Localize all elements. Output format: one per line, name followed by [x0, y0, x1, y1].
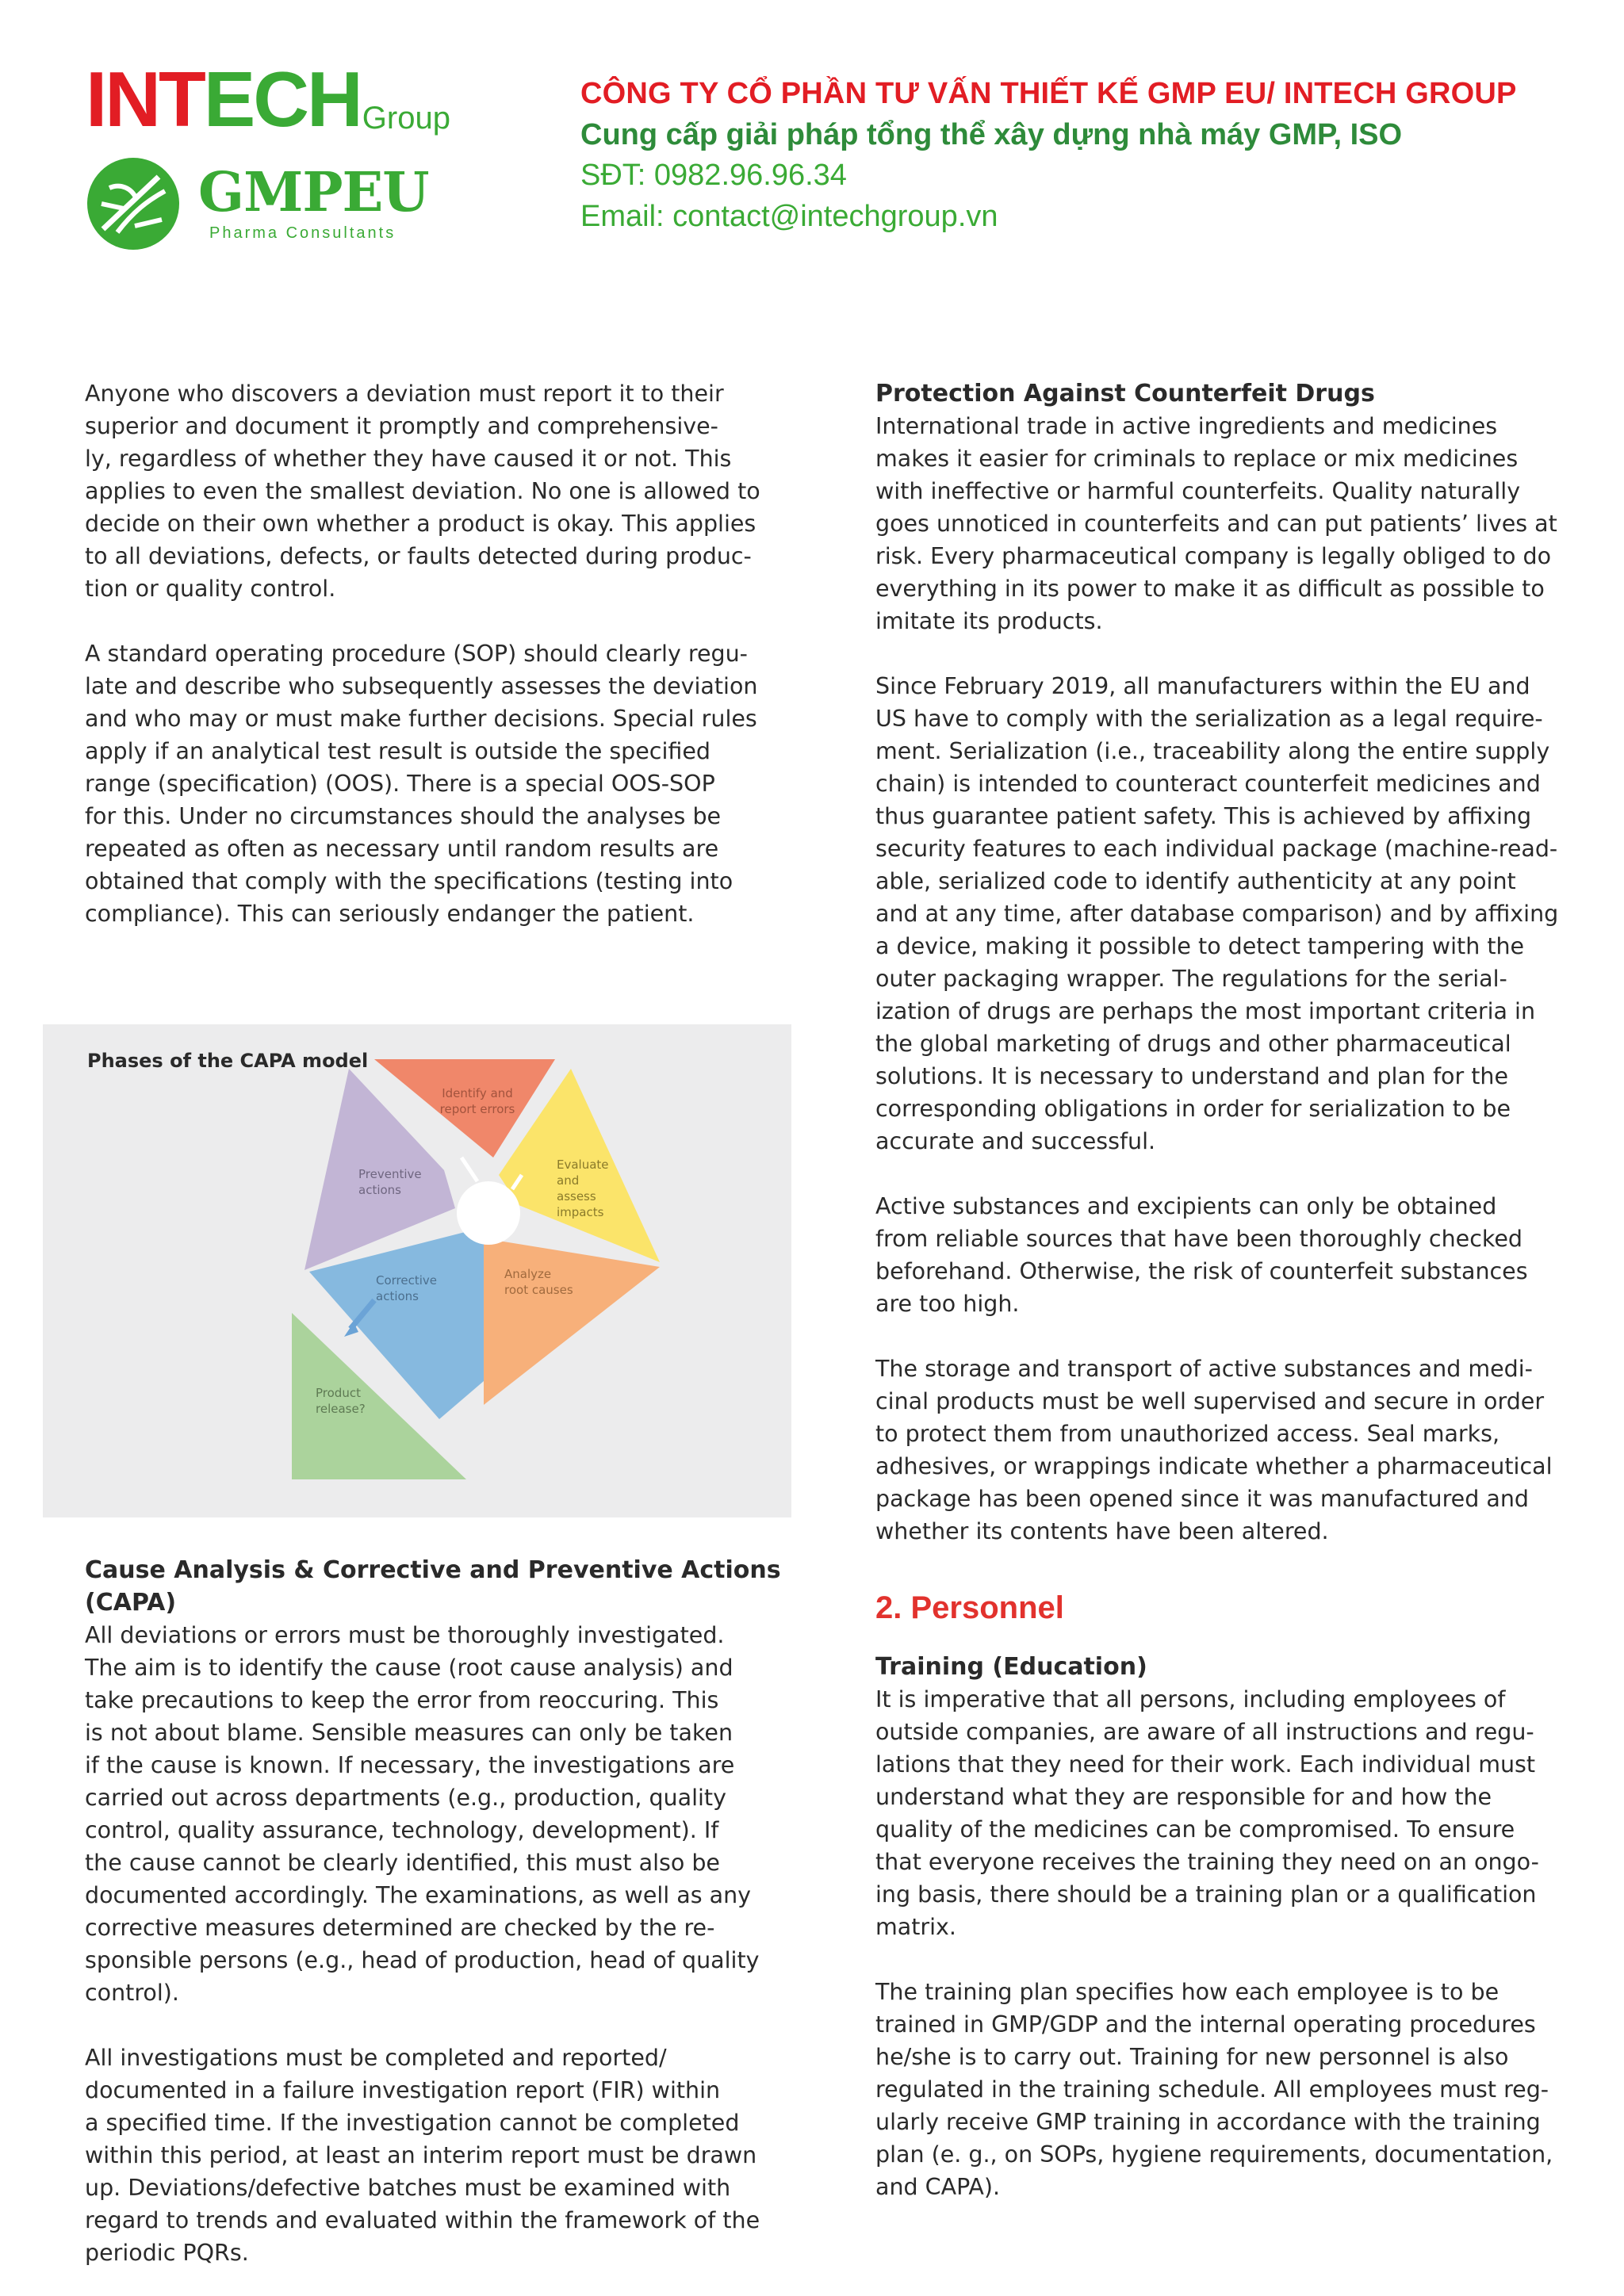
label-corrective-1: Corrective	[376, 1273, 438, 1288]
label-release-2: release?	[316, 1402, 366, 1416]
counterfeit-heading: Protection Against Counterfeit Drugs	[875, 380, 1375, 408]
capa-figure	[43, 1024, 791, 1517]
label-preventive-1: Preventive	[358, 1167, 422, 1181]
label-evaluate-1: Evaluate	[557, 1158, 609, 1172]
label-analyze-2: root causes	[504, 1283, 573, 1297]
intech-logo-text-part: CH	[253, 55, 361, 143]
paragraph-excipients: Active substances and excipients can only be obtained from reliable sources that have been thoroughly checked beforehand. Otherwise, the risk of counterfeit substances are too high.	[875, 1193, 1528, 1317]
paragraph-deviation-report: Anyone who discovers a deviation must report it to their superior and document it promptly and comprehensive- ly, regardless of whether they have caused it or not. This applies to even the smallest deviation. No one is allowed to decide on their own whether a product is okay. This applies to all deviations, defects, or faults detected during produc- tion or quality control.	[85, 381, 760, 602]
diagram-center	[457, 1181, 520, 1245]
label-preventive-2: actions	[358, 1183, 401, 1197]
label-identify-1: Identify and	[442, 1086, 513, 1100]
label-evaluate-2: and	[557, 1173, 580, 1188]
paragraph-counterfeit: International trade in active ingredients and medicines makes it easier for criminals to replace or mix medicines with ineffective or harmful counterfeits. Quality naturally goes unnoticed in counterfeits and can put patients’ lives at risk. Every pharmaceutical company is legally obliged to do everything in its power to make it as difficult as possible to imitate its products.	[875, 413, 1557, 634]
paragraph-training-plan: The training plan specifies how each employee is to be trained in GMP/GDP and the internal operating procedures he/she is to carry out. Training for new personnel is also regulated in the training schedule. All employees must reg- ularly receive GMP training in accordance with the training plan (e. g., on SOPs, hygiene requirements, documentation, and CAPA).	[875, 1979, 1553, 2200]
paragraph-capa: All deviations or errors must be thoroughly investigated. The aim is to identify the cause (root cause analysis) and take precautions to keep the error from reoccuring. This is not about blame. Sensible measures can only be taken if the cause is known. If necessary, the investigations are carried out across departments (e.g., production, quality control, quality assurance, technology, development). If the cause cannot be clearly identified, this must also be documented accordingly. The examinations, as well as any corrective measures determined are checked by the re- sponsible persons (e.g., head of production, head of quality control).	[85, 1622, 760, 2006]
paragraph-fir: All investigations must be completed and reported/ documented in a failure investigation report (FIR) within a specified time. If the investigation cannot be completed within this period, at least an interim report must be drawn up. Deviations/defective batches must be examined with regard to trends and evaluated within the framework of the periodic PQRs.	[85, 2045, 760, 2266]
intech-logo	[86, 55, 450, 143]
paragraph-storage: The storage and transport of active substances and medi- cinal products must be well supervised and secure in order to protect them from unauthorized access. Seal marks, adhesives, or wrappings indicate whether a pharmaceutical package has been opened since it was manufactured and whether its contents have been altered.	[875, 1356, 1553, 1544]
label-evaluate-4: impacts	[557, 1205, 604, 1219]
intech-logo-text-part: E	[203, 55, 254, 143]
training-heading: Training (Education)	[875, 1653, 1147, 1681]
gmpeu-logo	[86, 152, 429, 255]
left-column-bottom	[85, 1554, 783, 2269]
company-phone[interactable]: SĐT: 0982.96.96.34	[580, 159, 847, 193]
letterhead	[0, 0, 1624, 285]
gmpeu-logo-text: GMPEU	[198, 160, 429, 224]
capa-diagram	[43, 1024, 791, 1517]
label-corrective-2: actions	[376, 1289, 419, 1303]
left-column-top	[85, 377, 783, 930]
company-name: CÔNG TY CỔ PHẦN TƯ VẤN THIẾT KẾ GMP EU/ INTECH GROUP	[580, 77, 1517, 110]
company-email[interactable]: Email: contact@intechgroup.vn	[580, 199, 998, 233]
label-release-1: Product	[316, 1386, 361, 1400]
capa-heading: Cause Analysis & Corrective and Preventive Actions (CAPA)	[85, 1556, 781, 1617]
figure-caption: Phases of the CAPA model	[87, 1050, 369, 1072]
right-column	[875, 377, 1573, 2203]
intech-logo-text-part: INT	[86, 55, 204, 143]
company-info	[580, 76, 1517, 235]
company-slogan: Cung cấp giải pháp tổng thể xây dựng nhà máy GMP, ISO	[580, 117, 1403, 151]
label-evaluate-3: assess	[557, 1189, 596, 1203]
intech-logo-text	[86, 55, 361, 143]
gmpeu-leaf-icon	[86, 156, 181, 251]
intech-logo-sub: Group	[362, 101, 450, 136]
gmpeu-logo-tagline: Pharma Consultants	[209, 224, 396, 242]
label-analyze-1: Analyze	[504, 1267, 552, 1281]
paragraph-serialization: Since February 2019, all manufacturers within the EU and US have to comply with the serialization as a legal require- ment. Serialization (i.e., traceability along the entire supply chain) is intended to counteract counterfeit medicines and thus guarantee patient safety. This is achieved by affixing security features to each individual package (machine-read- able, serialized code to identify authenticity at any point and at any time, after database comparison) and by affixing a device, making it possible to detect tampering with the outer packaging wrapper. The regulations for the serial- ization of drugs are perhaps the most important criteria in the global marketing of drugs and other pharmaceutical solutions. It is necessary to understand and plan for the corresponding obligations in order for serialization to be accurate and successful.	[875, 673, 1559, 1154]
segment-analyze	[484, 1238, 660, 1405]
label-identify-2: report errors	[439, 1102, 515, 1116]
paragraph-sop: A standard operating procedure (SOP) should clearly regu- late and describe who subsequently assesses the deviation and who may or must make further decisions. Special rules apply if an analytical test result is outside the specified range (specification) (OOS). There is a special OOS-SOP for this. Under no circumstances should the analyses be repeated as often as necessary until random results are obtained that comply with the specifications (testing into compliance). This can seriously endanger the patient.	[85, 641, 758, 927]
section-title-personnel: 2. Personnel	[875, 1590, 1064, 1625]
paragraph-training: It is imperative that all persons, including employees of outside companies, are aware of all instructions and regu- lations that they need for their work. Each individual must understand what they are responsible for and how the quality of the medicines can be compromised. To ensure that everyone receives the training they need on an ongo- ing basis, there should be a training plan or a qualification matrix.	[875, 1686, 1539, 1940]
